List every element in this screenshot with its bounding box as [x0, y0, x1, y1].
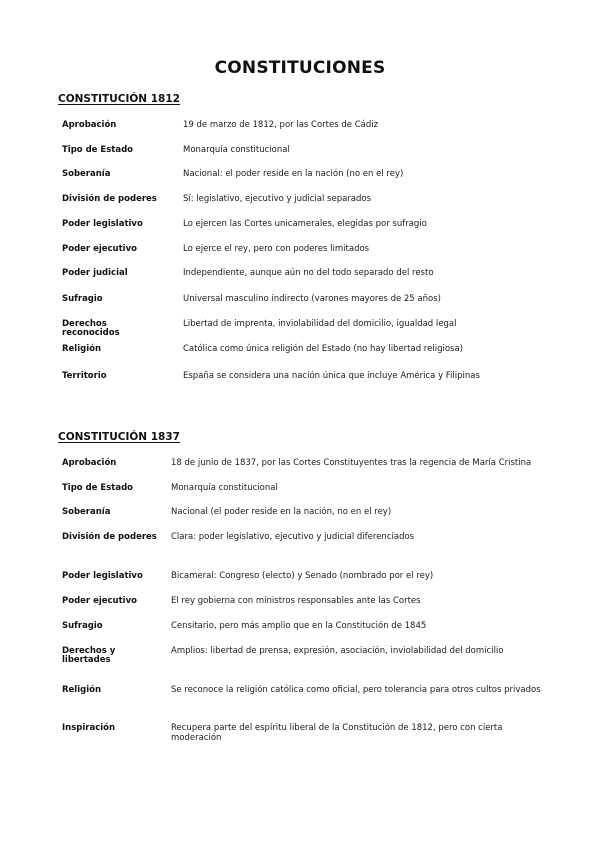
row-label: Derechos y libertades — [62, 646, 116, 665]
row-value: España se considera una nación única que incluye América y Filipinas — [183, 371, 480, 381]
row-label: Sufragio — [62, 294, 103, 304]
row-value: Católica como única religión del Estado (no hay libertad religiosa) — [183, 344, 463, 354]
page-title: CONSTITUCIONES — [214, 58, 386, 78]
row-label: Territorio — [62, 371, 107, 381]
row-label: Religión — [62, 344, 102, 354]
section-heading: CONSTITUCIÓN 1837 — [58, 431, 180, 443]
row-label: Soberanía — [62, 507, 111, 517]
row-label: Aprobación — [62, 120, 117, 130]
row-value: Universal masculino indirecto (varones mayores de 25 años) — [183, 294, 441, 304]
row-label: Derechos reconocidos — [62, 319, 120, 338]
row-label: Inspiración — [62, 723, 116, 733]
row-value: Monarquía constitucional — [183, 145, 290, 155]
row-label: Poder legislativo — [62, 571, 143, 581]
row-label: Sufragio — [62, 621, 103, 631]
row-value: Amplios: libertad de prensa, expresión, asociación, inviolabilidad del domicilio — [171, 646, 504, 656]
row-value: 18 de junio de 1837, por las Cortes Constituyentes tras la regencia de María Cristina — [171, 458, 532, 468]
row-value: Monarquía constitucional — [171, 483, 278, 493]
row-value: El rey gobierna con ministros responsables ante las Cortes — [171, 596, 421, 606]
row-value: Censitario, pero más amplio que en la Constitución de 1845 — [171, 621, 427, 631]
row-value: Bicameral: Congreso (electo) y Senado (nombrado por el rey) — [171, 571, 434, 581]
row-value: Nacional (el poder reside en la nación, no en el rey) — [171, 507, 392, 517]
row-label: Poder legislativo — [62, 219, 143, 229]
row-label: Poder ejecutivo — [62, 596, 137, 606]
row-value: Lo ejerce el rey, pero con poderes limitados — [183, 244, 370, 254]
row-value: Independiente, aunque aún no del todo separado del resto — [183, 268, 434, 278]
row-value: Recupera parte del espíritu liberal de la Constitución de 1812, pero con cierta moderación — [171, 723, 503, 743]
row-value: Libertad de imprenta, inviolabilidad del domicilio, igualdad legal — [183, 319, 457, 329]
row-label: Soberanía — [62, 169, 111, 179]
row-label: Religión — [62, 685, 102, 695]
section-heading: CONSTITUCIÓN 1812 — [58, 93, 180, 105]
row-label: Aprobación — [62, 458, 117, 468]
row-label: Poder ejecutivo — [62, 244, 137, 254]
row-value: Lo ejercen las Cortes unicamerales, elegidas por sufragio — [183, 219, 427, 229]
row-value: Sí: legislativo, ejecutivo y judicial separados — [183, 194, 372, 204]
row-value: 19 de marzo de 1812, por las Cortes de Cádiz — [183, 120, 379, 130]
row-value: Clara: poder legislativo, ejecutivo y judicial diferenciados — [171, 532, 415, 542]
row-value: Se reconoce la religión católica como oficial, pero tolerancia para otros cultos privados — [171, 685, 541, 695]
row-label: Tipo de Estado — [62, 145, 133, 155]
row-label: Poder judicial — [62, 268, 128, 278]
row-label: División de poderes — [62, 194, 157, 204]
row-label: Tipo de Estado — [62, 483, 133, 493]
row-label: División de poderes — [62, 532, 157, 542]
row-value: Nacional: el poder reside en la nación (no en el rey) — [183, 169, 404, 179]
